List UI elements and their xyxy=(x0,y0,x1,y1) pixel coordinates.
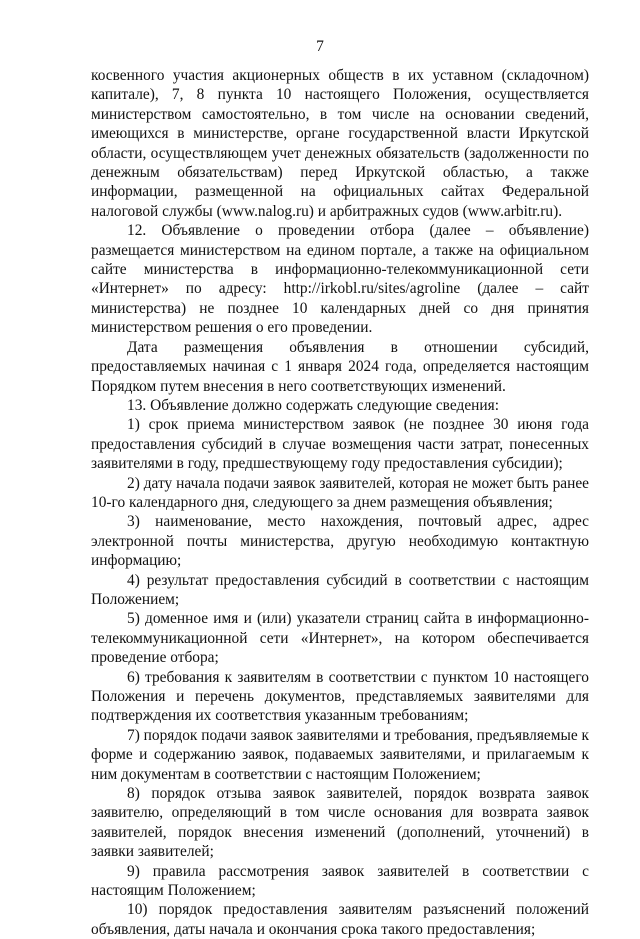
list-item-10: 10) порядок предоставления заявителям разъяснений положений объявления, даты начала и окончания срока такого предоставления; xyxy=(91,901,589,938)
list-item-8: 8) порядок отзыва заявок заявителей, порядок возврата заявок заявителю, определяющий в том числе основания для возврата заявок заявителей, порядок внесения изменений (дополнений, уточнений) в заявки заявителей; xyxy=(91,785,589,861)
list-item-7: 7) порядок подачи заявок заявителями и требования, предъявляемые к форме и содержанию заявок, подаваемых заявителями, и прилагаемым к ним документам в соответствии с настоящим Положением; xyxy=(91,726,589,783)
list-item-5: 5) доменное имя и (или) указатели страниц сайта в информационно-телекоммуникационной сети «Интернет», на котором обеспечивается проведение отбора; xyxy=(91,610,589,667)
list-item-6: 6) требования к заявителям в соответствии с пунктом 10 настоящего Положения и перечень документов, представляемых заявителями для подтверждения их соответствия указанным требованиям; xyxy=(91,668,589,725)
list-item-9: 9) правила рассмотрения заявок заявителей в соответствии с настоящим Положением; xyxy=(91,862,589,900)
paragraph-clause-12: 12. Объявление о проведении отбора (далее – объявление) размещается министерством на едином портале, а также на официальном сайте министерства в информационно-телекоммуникационной сети «Интернет» по адресу: http://irkobl.ru/sites/agroline (далее – сайт министерства) не позднее 10 календарных дней со дня принятия министерством решения о его проведении. xyxy=(91,222,589,337)
page-number: 7 xyxy=(316,38,324,55)
paragraph-continuation: косвенного участия акционерных обществ в их уставном (складочном) капитале), 7, 8 пункта 10 настоящего Положения, осуществляется министерством самостоятельно, в том числе на основании сведений, имеющихся в министерстве, органе государственной власти Иркутской области, осуществляющем учет денежных обязательств (задолженности по денежным обязательствам) перед Иркутской областью, а также информации, размещенной на официальных сайтах Федеральной налоговой службы (www.nalog.ru) и арбитражных судов (www.arbitr.ru). xyxy=(91,67,589,220)
paragraph-clause-13: 13. Объявление должно содержать следующие сведения: xyxy=(127,396,499,414)
list-item-4: 4) результат предоставления субсидий в соответствии с настоящим Положением; xyxy=(91,571,589,608)
paragraph-publication-date: Дата размещения объявления в отношении субсидий, предоставляемых начиная с 1 января 2024 года, определяется настоящим Порядком путем внесения в него соответствующих изменений. xyxy=(91,338,589,395)
list-item-3: 3) наименование, место нахождения, почтовый адрес, адрес электронной почты министерства, другую необходимую контактную информацию; xyxy=(91,513,589,570)
document-body xyxy=(91,66,589,939)
list-item-1: 1) срок приема министерством заявок (не позднее 30 июня года предоставления субсидий в случае возмещения части затрат, понесенных заявителями в году, предшествующему году предоставления субсидии); xyxy=(91,416,589,473)
list-item-2: 2) дату начала подачи заявок заявителей, которая не может быть ранее 10-го календарного дня, следующего за днем размещения объявления; xyxy=(91,474,589,511)
